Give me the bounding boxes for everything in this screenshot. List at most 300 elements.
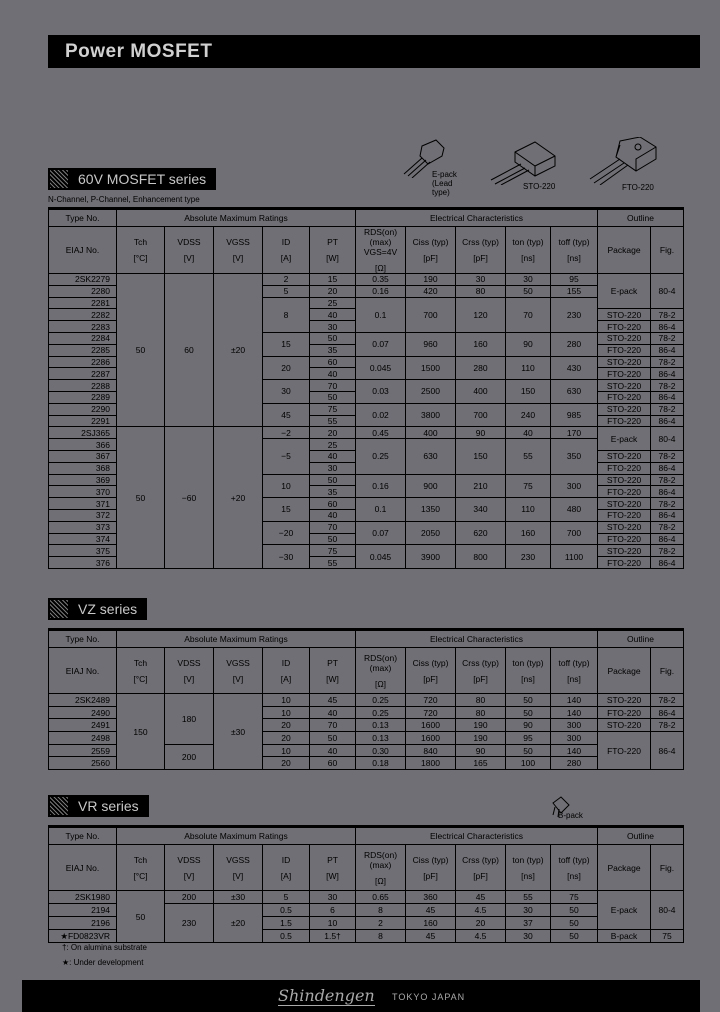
cell-package: FTO-220 xyxy=(598,486,651,498)
column-header-ciss xyxy=(406,227,456,274)
bpack-illustration xyxy=(530,795,590,825)
cell-crss: 620 xyxy=(456,521,506,545)
cell-rds-on: 0.16 xyxy=(356,474,406,498)
cell-type-no: 2287 xyxy=(49,368,117,380)
cell-ton: 55 xyxy=(506,891,551,904)
column-header-vdss xyxy=(165,227,214,274)
cell-id: 15 xyxy=(263,332,310,356)
column-header-crss xyxy=(456,648,506,694)
cell-pt: 60 xyxy=(310,498,356,510)
cell-toff: 430 xyxy=(551,356,598,380)
column-name: Crss (typ) xyxy=(462,237,499,247)
table-row xyxy=(49,274,684,286)
cell-ton: 50 xyxy=(506,694,551,707)
cell-rds-on: 0.07 xyxy=(356,332,406,356)
cell-id: 45 xyxy=(263,403,310,427)
cell-fig: 86-4 xyxy=(651,732,684,770)
cell-fig: 78-2 xyxy=(651,450,684,462)
cell-ton: 95 xyxy=(506,732,551,745)
cell-ciss: 360 xyxy=(406,891,456,904)
cell-crss: 90 xyxy=(456,744,506,757)
cell-crss: 90 xyxy=(456,427,506,439)
cell-package: FTO-220 xyxy=(598,415,651,427)
cell-id: −30 xyxy=(263,545,310,569)
cell-tch: 150 xyxy=(117,694,165,770)
cell-pt: 75 xyxy=(310,545,356,557)
cell-package: STO-220 xyxy=(598,380,651,392)
spec-table-vr xyxy=(48,825,684,943)
column-header-rds-on xyxy=(356,845,406,891)
column-unit: [W] xyxy=(326,673,339,684)
cell-crss: 4.5 xyxy=(456,904,506,917)
cell-crss: 80 xyxy=(456,706,506,719)
header-column-row xyxy=(49,845,684,891)
column-name: RDS(on) (max) xyxy=(363,652,398,673)
cell-rds-on: 0.25 xyxy=(356,439,406,474)
cell-crss: 280 xyxy=(456,356,506,380)
cell-pt: 45 xyxy=(310,694,356,707)
cell-fig: 78-2 xyxy=(651,719,684,732)
column-unit: [ns] xyxy=(521,673,535,684)
column-name: VGSS xyxy=(226,237,250,247)
table-body xyxy=(49,694,684,770)
column-name: VGSS xyxy=(226,854,250,865)
abs-max-ratings-header: Absolute Maximum Ratings xyxy=(117,630,356,648)
cell-fig: 78-2 xyxy=(651,474,684,486)
column-name: VDSS xyxy=(177,237,201,247)
section-tag-60v xyxy=(48,168,216,190)
cell-ton: 240 xyxy=(506,403,551,427)
cell-toff: 630 xyxy=(551,380,598,404)
cell-id: 10 xyxy=(263,474,310,498)
cell-pt: 40 xyxy=(310,509,356,521)
cell-ciss: 1800 xyxy=(406,757,456,770)
cell-toff: 1100 xyxy=(551,545,598,569)
column-unit: [W] xyxy=(326,870,339,881)
column-unit: [ns] xyxy=(567,253,581,263)
cell-pt: 30 xyxy=(310,891,356,904)
cell-pt: 6 xyxy=(310,904,356,917)
cell-ciss: 3800 xyxy=(406,403,456,427)
cell-ciss: 2500 xyxy=(406,380,456,404)
cell-rds-on: 0.45 xyxy=(356,427,406,439)
cell-type-no: 372 xyxy=(49,509,117,521)
type-no-header: Type No. xyxy=(49,630,117,648)
cell-type-no: 2288 xyxy=(49,380,117,392)
column-header-toff xyxy=(551,845,598,891)
footnotes xyxy=(62,940,147,970)
column-name: VGSS xyxy=(226,657,250,668)
column-header-pt xyxy=(310,648,356,694)
cell-package: STO-220 xyxy=(598,498,651,510)
cell-toff: 75 xyxy=(551,891,598,904)
cell-pt: 55 xyxy=(310,415,356,427)
cell-id: 20 xyxy=(263,356,310,380)
cell-package: FTO-220 xyxy=(598,391,651,403)
cell-ciss: 1350 xyxy=(406,498,456,522)
column-unit: [V] xyxy=(183,253,195,263)
column-header-tch xyxy=(117,845,165,891)
eiaj-no-header: EIAJ No. xyxy=(49,227,117,274)
cell-rds-on: 0.045 xyxy=(356,545,406,569)
package-header: Package xyxy=(598,648,651,694)
cell-rds-on: 0.02 xyxy=(356,403,406,427)
column-name: VDSS xyxy=(177,657,201,668)
cell-crss: 30 xyxy=(456,274,506,286)
cell-fig: 86-4 xyxy=(651,509,684,521)
section-title: VZ series xyxy=(78,601,138,617)
cell-rds-on: 0.16 xyxy=(356,285,406,297)
cell-pt: 20 xyxy=(310,285,356,297)
cell-fig: 86-4 xyxy=(651,486,684,498)
header-group-row xyxy=(49,209,684,227)
section-subtitle: N-Channel, P-Channel, Enhancement type xyxy=(48,195,200,204)
column-name: Tch xyxy=(133,237,148,247)
column-header-vgss xyxy=(214,648,263,694)
cell-ciss: 45 xyxy=(406,930,456,943)
tag-pattern xyxy=(50,797,68,815)
cell-pt: 15 xyxy=(310,274,356,286)
cell-ciss: 900 xyxy=(406,474,456,498)
column-unit: [°C] xyxy=(133,673,148,684)
cell-fig: 78-2 xyxy=(651,545,684,557)
column-name: RDS(on) (max) VGS=4V xyxy=(363,227,398,257)
cell-type-no: 2560 xyxy=(49,757,117,770)
cell-package: E-pack xyxy=(598,891,651,930)
cell-package: STO-220 xyxy=(598,356,651,368)
cell-type-no: 2281 xyxy=(49,297,117,309)
cell-type-no: 2290 xyxy=(49,403,117,415)
cell-fig: 78-2 xyxy=(651,498,684,510)
cell-crss: 4.5 xyxy=(456,930,506,943)
cell-id: 20 xyxy=(263,732,310,745)
bpack-label: B-pack xyxy=(558,811,583,820)
cell-ciss: 700 xyxy=(406,297,456,332)
cell-id: 10 xyxy=(263,694,310,707)
cell-type-no: 2196 xyxy=(49,917,117,930)
column-unit: [pF] xyxy=(473,673,488,684)
cell-package: FTO-220 xyxy=(598,706,651,719)
cell-ciss: 3900 xyxy=(406,545,456,569)
cell-package: FTO-220 xyxy=(598,368,651,380)
fig-header: Fig. xyxy=(651,227,684,274)
cell-package: STO-220 xyxy=(598,719,651,732)
cell-id: 15 xyxy=(263,498,310,522)
column-name: RDS(on) (max) xyxy=(363,849,398,870)
cell-vdss: −60 xyxy=(165,427,214,569)
sto220-label: STO-220 xyxy=(523,182,556,191)
cell-id: 5 xyxy=(263,891,310,904)
cell-package: STO-220 xyxy=(598,450,651,462)
column-name: ton (typ) xyxy=(512,854,544,865)
cell-package: STO-220 xyxy=(598,521,651,533)
cell-rds-on: 0.13 xyxy=(356,719,406,732)
cell-toff: 230 xyxy=(551,297,598,332)
cell-package: FTO-220 xyxy=(598,462,651,474)
package-header: Package xyxy=(598,227,651,274)
column-unit: [A] xyxy=(280,253,292,263)
cell-pt: 1.5† xyxy=(310,930,356,943)
column-name: ID xyxy=(281,237,291,247)
header-column-row xyxy=(49,648,684,694)
cell-type-no: 2289 xyxy=(49,391,117,403)
cell-ton: 90 xyxy=(506,719,551,732)
cell-fig: 86-4 xyxy=(651,368,684,380)
cell-pt: 35 xyxy=(310,344,356,356)
cell-type-no: 366 xyxy=(49,439,117,451)
cell-ciss: 1600 xyxy=(406,719,456,732)
cell-id: 30 xyxy=(263,380,310,404)
cell-type-no: 2498 xyxy=(49,732,117,745)
column-unit: [ns] xyxy=(567,673,581,684)
cell-crss: 160 xyxy=(456,332,506,356)
cell-pt: 55 xyxy=(310,557,356,569)
cell-package: STO-220 xyxy=(598,545,651,557)
cell-toff: 300 xyxy=(551,732,598,745)
cell-pt: 30 xyxy=(310,321,356,333)
cell-fig: 86-4 xyxy=(651,533,684,545)
cell-toff: 155 xyxy=(551,285,598,297)
cell-toff: 140 xyxy=(551,706,598,719)
cell-toff: 280 xyxy=(551,332,598,356)
cell-type-no: 2490 xyxy=(49,706,117,719)
cell-fig: 86-4 xyxy=(651,462,684,474)
cell-fig: 80-4 xyxy=(651,891,684,930)
column-unit: [pF] xyxy=(473,253,488,263)
eiaj-no-header: EIAJ No. xyxy=(49,648,117,694)
cell-rds-on: 0.65 xyxy=(356,891,406,904)
section-tag-vz xyxy=(48,598,147,620)
cell-rds-on: 0.25 xyxy=(356,706,406,719)
header-group-row xyxy=(49,827,684,845)
cell-crss: 20 xyxy=(456,917,506,930)
section-title: 60V MOSFET series xyxy=(78,171,207,187)
cell-ton: 110 xyxy=(506,498,551,522)
cell-id: 8 xyxy=(263,297,310,332)
cell-type-no: 368 xyxy=(49,462,117,474)
cell-id: 1.5 xyxy=(263,917,310,930)
column-unit: [A] xyxy=(280,673,292,684)
cell-ciss: 45 xyxy=(406,904,456,917)
cell-ciss: 720 xyxy=(406,706,456,719)
fto220-package-icon xyxy=(580,137,670,185)
sto220-illustration xyxy=(485,140,565,195)
cell-type-no: 2194 xyxy=(49,904,117,917)
column-unit: [ns] xyxy=(521,253,535,263)
column-unit: [pF] xyxy=(423,870,438,881)
cell-tch: 50 xyxy=(117,274,165,427)
cell-vgss: ±30 xyxy=(214,891,263,904)
cell-pt: 70 xyxy=(310,719,356,732)
cell-toff: 170 xyxy=(551,427,598,439)
cell-pt: 50 xyxy=(310,533,356,545)
cell-id: −5 xyxy=(263,439,310,474)
cell-package: STO-220 xyxy=(598,403,651,415)
page-title-bar xyxy=(48,35,700,68)
cell-toff: 700 xyxy=(551,521,598,545)
table-body xyxy=(49,274,684,569)
cell-ciss: 1500 xyxy=(406,356,456,380)
electrical-characteristics-header: Electrical Characteristics xyxy=(356,630,598,648)
cell-rds-on: 0.03 xyxy=(356,380,406,404)
sto220-package-icon xyxy=(485,140,565,185)
cell-pt: 50 xyxy=(310,732,356,745)
cell-ton: 100 xyxy=(506,757,551,770)
cell-package: E-pack xyxy=(598,274,651,309)
table-header xyxy=(49,209,684,274)
cell-crss: 210 xyxy=(456,474,506,498)
column-unit: [pF] xyxy=(423,253,438,263)
cell-fig: 78-2 xyxy=(651,356,684,368)
column-name: VDSS xyxy=(177,854,201,865)
cell-type-no: 374 xyxy=(49,533,117,545)
cell-pt: 40 xyxy=(310,368,356,380)
cell-pt: 25 xyxy=(310,297,356,309)
cell-crss: 700 xyxy=(456,403,506,427)
cell-type-no: 373 xyxy=(49,521,117,533)
cell-ciss: 160 xyxy=(406,917,456,930)
column-name: Tch xyxy=(133,854,148,865)
table-header xyxy=(49,827,684,891)
cell-fig: 75 xyxy=(651,930,684,943)
cell-type-no: 2291 xyxy=(49,415,117,427)
table-header xyxy=(49,630,684,694)
cell-pt: 50 xyxy=(310,474,356,486)
cell-ciss: 190 xyxy=(406,274,456,286)
cell-vdss: 230 xyxy=(165,904,214,943)
cell-type-no: 2SK1980 xyxy=(49,891,117,904)
column-unit: [ns] xyxy=(567,870,581,881)
cell-toff: 95 xyxy=(551,274,598,286)
spec-table-vz xyxy=(48,628,684,770)
column-name: Ciss (typ) xyxy=(412,237,449,247)
cell-ton: 40 xyxy=(506,427,551,439)
cell-type-no: 370 xyxy=(49,486,117,498)
cell-package: FTO-220 xyxy=(598,557,651,569)
column-unit: [V] xyxy=(183,673,195,684)
cell-tch: 50 xyxy=(117,427,165,569)
column-header-vdss xyxy=(165,648,214,694)
column-unit: [V] xyxy=(232,870,244,881)
column-header-crss xyxy=(456,845,506,891)
cell-vdss: 200 xyxy=(165,891,214,904)
brand-logo: Shindengen xyxy=(278,986,375,1005)
column-header-ciss xyxy=(406,648,456,694)
cell-type-no: 2SK2489 xyxy=(49,694,117,707)
cell-crss: 120 xyxy=(456,297,506,332)
cell-fig: 80-4 xyxy=(651,274,684,309)
cell-type-no: 375 xyxy=(49,545,117,557)
cell-type-no: 2SJ365 xyxy=(49,427,117,439)
fig-header: Fig. xyxy=(651,648,684,694)
abs-max-ratings-header: Absolute Maximum Ratings xyxy=(117,209,356,227)
cell-id: 0.5 xyxy=(263,904,310,917)
column-header-ciss xyxy=(406,845,456,891)
cell-id: 10 xyxy=(263,706,310,719)
section-tag-vr xyxy=(48,795,149,817)
column-unit: [pF] xyxy=(473,870,488,881)
cell-fig: 78-2 xyxy=(651,332,684,344)
column-header-vdss xyxy=(165,845,214,891)
tag-pattern xyxy=(50,170,68,188)
column-unit: [ns] xyxy=(521,870,535,881)
cell-package: STO-220 xyxy=(598,309,651,321)
cell-vgss: ±30 xyxy=(214,694,263,770)
cell-type-no: 371 xyxy=(49,498,117,510)
cell-rds-on: 0.07 xyxy=(356,521,406,545)
cell-pt: 40 xyxy=(310,744,356,757)
cell-ton: 55 xyxy=(506,439,551,474)
cell-pt: 60 xyxy=(310,757,356,770)
column-name: PT xyxy=(327,657,338,668)
table-row xyxy=(49,891,684,904)
cell-ton: 230 xyxy=(506,545,551,569)
cell-ciss: 400 xyxy=(406,427,456,439)
fto220-illustration xyxy=(580,137,670,195)
cell-vgss: ±20 xyxy=(214,904,263,943)
cell-fig: 86-4 xyxy=(651,321,684,333)
cell-toff: 140 xyxy=(551,744,598,757)
cell-type-no: 2559 xyxy=(49,744,117,757)
cell-ton: 70 xyxy=(506,297,551,332)
cell-crss: 80 xyxy=(456,694,506,707)
brand-location: TOKYO JAPAN xyxy=(392,992,466,1002)
cell-vgss: ±20 xyxy=(214,274,263,427)
header-group-row xyxy=(49,630,684,648)
cell-pt: 70 xyxy=(310,521,356,533)
cell-rds-on: 8 xyxy=(356,930,406,943)
column-header-id xyxy=(263,648,310,694)
column-header-rds-on xyxy=(356,648,406,694)
cell-package: FTO-220 xyxy=(598,509,651,521)
column-name: Ciss (typ) xyxy=(412,854,449,865)
fto220-label: FTO-220 xyxy=(622,183,654,192)
cell-type-no: 2285 xyxy=(49,344,117,356)
tag-pattern xyxy=(50,600,68,618)
cell-fig: 78-2 xyxy=(651,694,684,707)
column-name: toff (typ) xyxy=(558,657,590,668)
cell-package: STO-220 xyxy=(598,474,651,486)
cell-crss: 150 xyxy=(456,439,506,474)
cell-ton: 30 xyxy=(506,930,551,943)
column-header-tch xyxy=(117,648,165,694)
cell-crss: 80 xyxy=(456,285,506,297)
cell-crss: 165 xyxy=(456,757,506,770)
footnote: †: On alumina substrate xyxy=(62,943,147,952)
column-header-crss xyxy=(456,227,506,274)
column-header-ton xyxy=(506,227,551,274)
header-column-row xyxy=(49,227,684,274)
cell-pt: 50 xyxy=(310,391,356,403)
cell-ton: 30 xyxy=(506,274,551,286)
column-unit: [V] xyxy=(232,673,244,684)
column-name: PT xyxy=(327,854,338,865)
cell-crss: 400 xyxy=(456,380,506,404)
cell-id: 0.5 xyxy=(263,930,310,943)
cell-package: STO-220 xyxy=(598,332,651,344)
cell-ton: 75 xyxy=(506,474,551,498)
cell-rds-on: 0.13 xyxy=(356,732,406,745)
cell-pt: 25 xyxy=(310,439,356,451)
cell-package: FTO-220 xyxy=(598,344,651,356)
cell-crss: 190 xyxy=(456,732,506,745)
cell-type-no: 2283 xyxy=(49,321,117,333)
cell-ton: 50 xyxy=(506,744,551,757)
cell-toff: 350 xyxy=(551,439,598,474)
cell-package: FTO-220 xyxy=(598,732,651,770)
cell-id: 5 xyxy=(263,285,310,297)
cell-ton: 110 xyxy=(506,356,551,380)
